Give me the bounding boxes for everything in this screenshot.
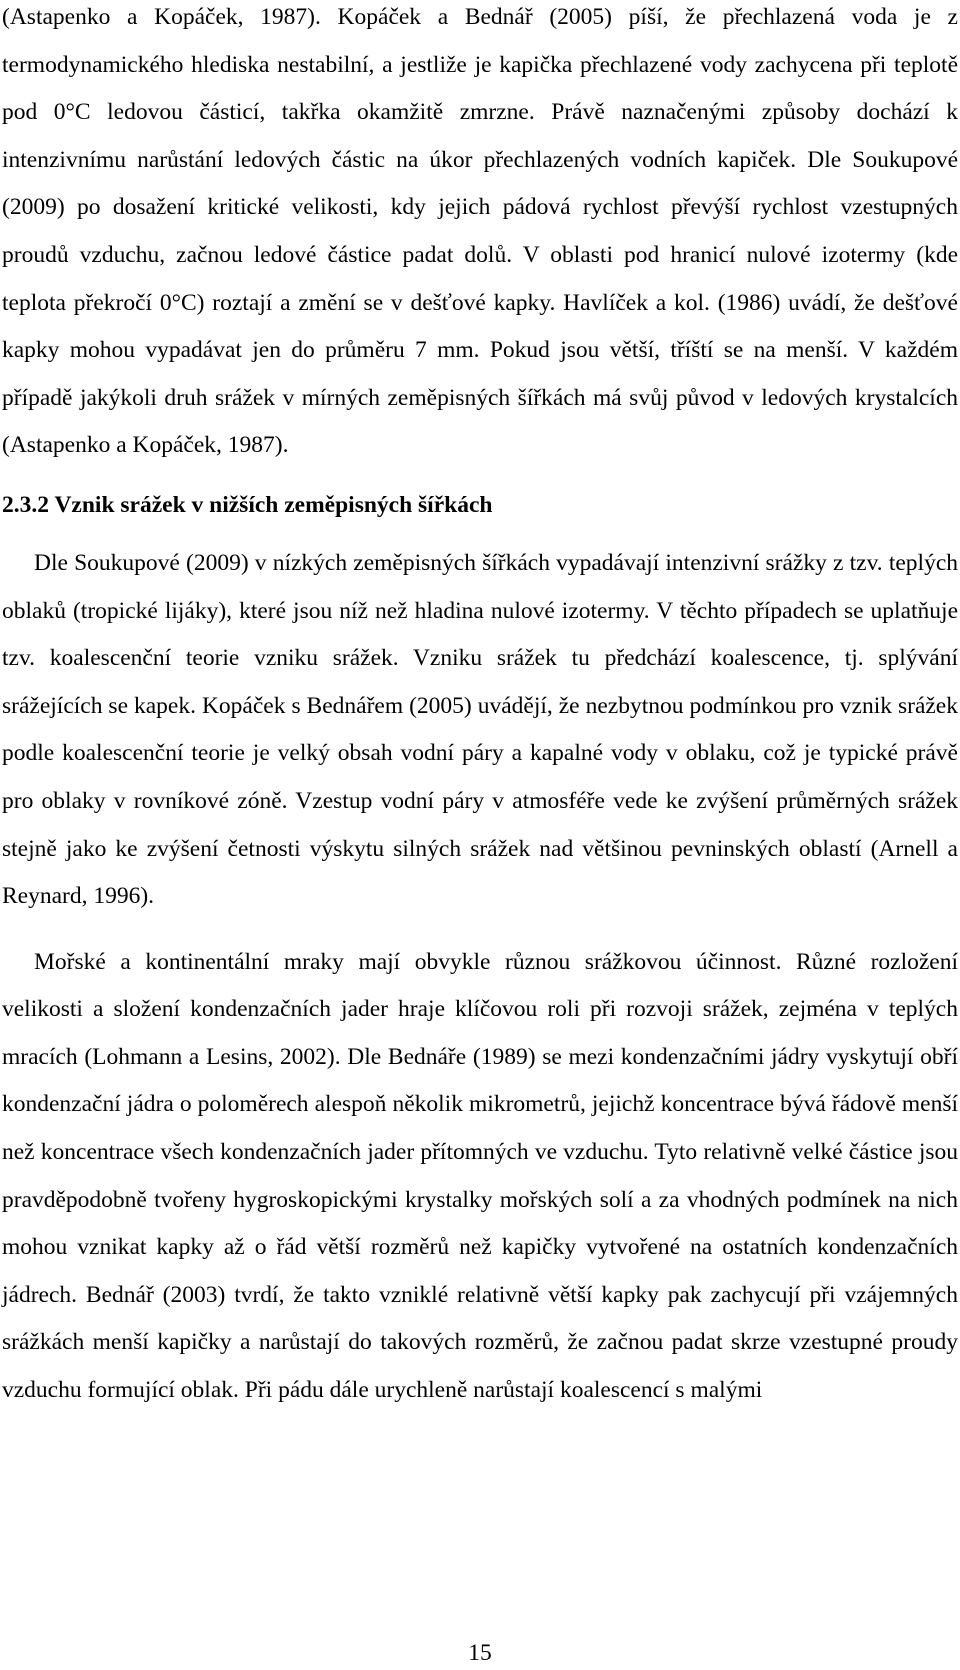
page-content xyxy=(2,0,958,1415)
page-number: 15 xyxy=(468,1640,492,1666)
section-heading: 2.3.2 Vznik srážek v nižších zeměpisných šířkách xyxy=(2,491,493,518)
paragraph-continued: (Astapenko a Kopáček, 1987). Kopáček a Bednář (2005) píší, že přechlazená voda je z termodynamického hlediska nestabilní, a jestliže je kapička přechlazené vody zachycena při teplotě pod 0°C ledovou částicí, takřka okamžitě zmrzne. Právě naznačenými způsoby dochází k intenzivnímu narůstání ledových částic na úkor přechlazených vodních kapiček. Dle Soukupové (2009) po dosažení kritické velikosti, kdy jejich pádová rychlost převýší rychlost vzestupných proudů vzduchu, začnou ledové částice padat dolů. V oblasti pod hranicí nulové izotermy (kde teplota překročí 0°C) roztají a změní se v dešťové kapky. Havlíček a kol. (1986) uvádí, že dešťové kapky mohou vypadávat jen do průměru 7 mm. Pokud jsou větší, tříští se na menší. V každém případě jakýkoli druh srážek v mírných zeměpisných šířkách má svůj původ v ledových krystalcích (Astapenko a Kopáček, 1987). xyxy=(2,4,958,459)
paragraph-maritime-clouds: Mořské a kontinentální mraky mají obvykle různou srážkovou účinnost. Různé rozložení velikosti a složení kondenzačních jader hraje klíčovou roli při rozvoji srážek, zejména v teplých mracích (Lohmann a Lesins, 2002). Dle Bednáře (1989) se mezi kondenzačními jádry vyskytují obří kondenzační jádra o poloměrech alespoň několik mikrometrů, jejichž koncentrace bývá řádově menší než koncentrace všech kondenzačních jader přítomných ve vzduchu. Tyto relativně velké částice jsou pravděpodobně tvořeny hygroskopickými krystalky mořských solí a za vhodných podmínek na nich mohou vznikat kapky až o řád větší rozměrů než kapičky vytvořené na ostatních kondenzačních jádrech. Bednář (2003) tvrdí, že takto vzniklé relativně větší kapky pak zachycují při vzájemných srážkách menší kapičky a narůstají do takových rozměrů, že začnou padat skrze vzestupné proudy vzduchu formující oblak. Při pádu dále urychleně narůstají koalescencí s malými xyxy=(2,948,958,1404)
paragraph-low-latitudes: Dle Soukupové (2009) v nízkých zeměpisných šířkách vypadávají intenzivní srážky z tzv. teplých oblaků (tropické lijáky), které jsou níž než hladina nulové izotermy. V těchto případech se uplatňuje tzv. koalescenční teorie vzniku srážek. Vzniku srážek tu předchází koalescence, tj. splývání srážejících se kapek. Kopáček s Bednářem (2005) uvádějí, že nezbytnou podmínkou pro vznik srážek podle koalescenční teorie je velký obsah vodní páry a kapalné vody v oblaku, což je typické právě pro oblaky v rovníkové zóně. Vzestup vodní páry v atmosféře vede ke zvýšení průměrných srážek stejně jako ke zvýšení četnosti výskytu silných srážek nad většinou pevninských oblastí (Arnell a Reynard, 1996). xyxy=(2,549,958,910)
paragraph-gap xyxy=(2,921,958,939)
